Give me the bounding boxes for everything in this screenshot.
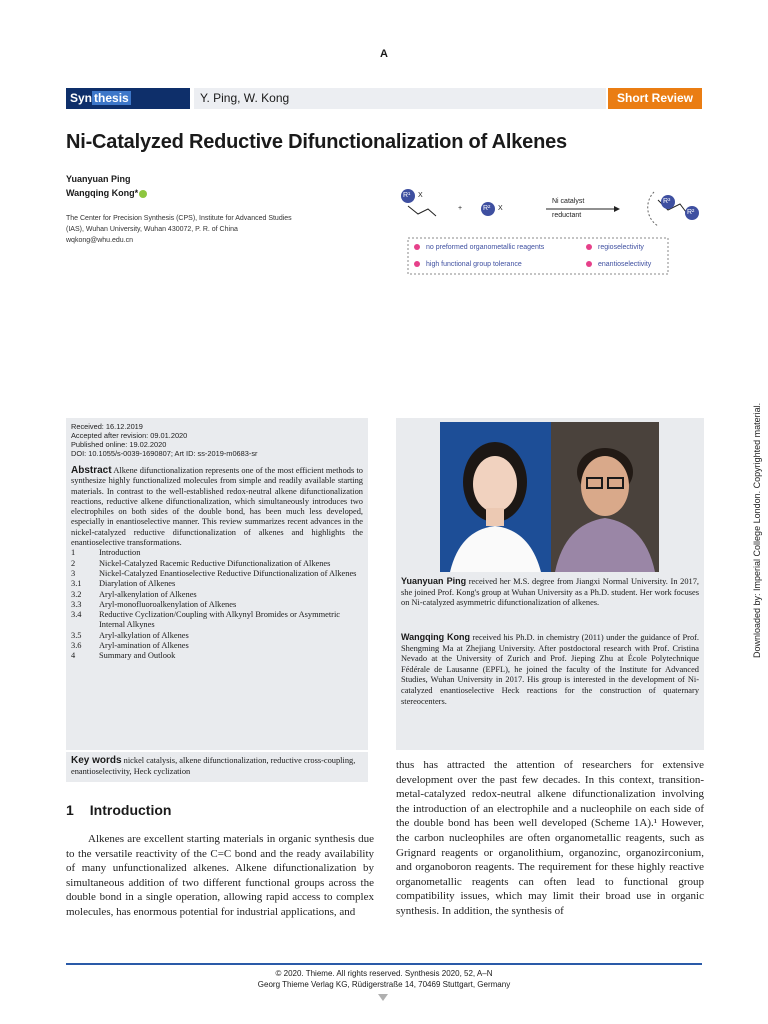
author-1: Yuanyuan Ping: [66, 174, 131, 184]
author-photo-1: [440, 422, 551, 572]
author-2: Wangqing Kong*: [66, 188, 147, 198]
toc-item[interactable]: 3.2 Aryl-alkenylation of Alkenes: [71, 589, 197, 599]
page-letter: A: [380, 48, 388, 60]
toc-item[interactable]: 3.1 Diarylation of Alkenes: [71, 579, 176, 589]
ring-arc: [648, 192, 658, 226]
portrait-graphic-2: [551, 422, 659, 572]
running-authors: Y. Ping, W. Kong: [194, 88, 606, 109]
journal-header: [66, 88, 702, 109]
keywords-box: [66, 752, 368, 782]
body-text-right: thus has attracted the attention of researchers for extensive development over the past few decades. In this context, transition-metal-catalyzed redox-neutral alkene difunctionalization involving the introduction of an electrophile and a nucleophile on each side of the double bond has been well developed (Scheme 1A).¹ However, the carbon nucleophiles are often organometallic reagents, such as Grignard reagents or organolithium, organozinc, organozirconium, and organoboron reagents. The requirement for these highly reactive organometallic reagents can often lead to functional group compatibility issues, which may limit their broad use in organic synthesis. In addition, the synthesis of: [396, 759, 704, 917]
page-footer: [0, 968, 768, 990]
bullet-icon: [586, 261, 592, 267]
author-bio-box: [396, 418, 704, 750]
r1-label: R¹: [403, 192, 411, 199]
download-note: Downloaded by: Imperial College London. Copyrighted material.: [752, 402, 762, 658]
reaction-arrow-head: [614, 206, 620, 212]
body-text-left: Alkenes are excellent starting materials in organic synthesis due to the versatile reactivity of the C=C bond and the ready availability of many unfunctionalized alkenes. Alkene difunctionalization by simultaneous addition of two different functional groups across the double bond in a single operation, allowing rapid access to complex molecules, has enormous potential for industrial applications, and: [66, 833, 374, 918]
bio-text: received her M.S. degree from Jiangxi Normal University. In 2017, she joined Prof. Kong's group at Wuhan University as a Ph.D. student. Her work focuses on Ni-catalyzed asymmetric difunctionalization of alkenes.: [401, 577, 700, 608]
bio-yuanyuan-ping: [401, 576, 699, 609]
author-photo-2: [551, 422, 659, 572]
bullet-icon: [414, 261, 420, 267]
bullet-icon: [586, 244, 592, 250]
bullet-icon: [414, 244, 420, 250]
toc-item[interactable]: 3 Nickel-Catalyzed Enantioselective Reductive Difunctionalization of Alkenes: [71, 568, 357, 578]
accepted-date: Accepted after revision: 09.01.2020: [71, 431, 188, 440]
author-email[interactable]: wqkong@whu.edu.cn: [66, 237, 134, 244]
publisher-line: Georg Thieme Verlag KG, Rüdigerstraße 14, 70469 Stuttgart, Germany: [257, 980, 511, 989]
article-type-badge: Short Review: [608, 88, 702, 109]
doi-line: DOI: 10.1055/s-0039-1690807; Art ID: ss-2019-m0683-sr: [71, 449, 258, 458]
r3-label: R³: [663, 198, 671, 205]
affiliation: [66, 213, 298, 246]
article-info-box: [66, 418, 368, 750]
x-label-1: X: [418, 192, 423, 199]
feature-item: no preformed organometallic reagents: [414, 244, 544, 251]
toc-item[interactable]: 3.5 Aryl-alkylation of Alkenes: [71, 630, 189, 640]
bio-wangqing-kong: [401, 632, 699, 707]
graphical-abstract-scheme: [396, 176, 708, 286]
toc-item[interactable]: 2 Nickel-Catalyzed Racemic Reductive Difunctionalization of Alkenes: [71, 558, 331, 568]
x-label-2: X: [498, 205, 503, 212]
journal-logo: Syn thesis: [66, 88, 190, 109]
table-of-contents: [71, 548, 363, 661]
keywords-text: nickel catalysis, alkene difunctionalization, reductive cross-coupling, enantioselectivity, Heck cyclization: [71, 756, 356, 776]
plus-sign: +: [458, 205, 463, 212]
r2-product-label: R²: [687, 209, 695, 216]
alkene-bond: [408, 206, 436, 216]
feature-item: enantioselectivity: [586, 261, 651, 268]
bio-name: Wangqing Kong: [401, 632, 471, 642]
abstract-label: Abstract: [71, 465, 112, 476]
feature-item: regioselectivity: [586, 244, 644, 251]
bio-name: Yuanyuan Ping: [401, 576, 467, 586]
orcid-icon[interactable]: [139, 190, 147, 198]
toc-item[interactable]: 3.6 Aryl-amination of Alkenes: [71, 641, 189, 651]
reaction-scheme-graphic: [396, 176, 708, 286]
bio-text: received his Ph.D. in chemistry (2011) under the guidance of Prof. Shengming Ma at Zhejiang University. After postdoctoral research with Prof. Cristina Nevado at the University of Zurich and Prof. Jieping Zhu at École Polytechnique Fédérale de Lausanne (EPFL), he joined the faculty of the Institute for Advanced Studies, Wuhan University in 2017. His group is interested in the development of Ni-catalyzed enantioselective Heck reactions for the construction of quaternary stereocenters.: [401, 633, 700, 706]
portrait-graphic-1: [440, 422, 551, 572]
article-title: Ni-Catalyzed Reductive Difunctionalization of Alkenes: [66, 131, 567, 153]
keywords-label: Key words: [71, 755, 122, 766]
section-heading: 1 Introduction: [66, 802, 172, 818]
affiliation-text: The Center for Precision Synthesis (CPS), Institute for Advanced Studies (IAS), Wuhan University, Wuhan 430072, P. R. of China: [66, 215, 292, 233]
abstract: [71, 466, 363, 548]
feature-item: high functional group tolerance: [414, 261, 522, 268]
toc-item[interactable]: 4 Summary and Outlook: [71, 651, 176, 661]
toc-item[interactable]: 1 Introduction: [71, 548, 141, 558]
reductant-label: reductant: [552, 212, 582, 219]
published-date: Published online: 19.02.2020: [71, 440, 167, 449]
r2-label: R²: [483, 205, 491, 212]
abstract-text: Alkene difunctionalization represents one of the most efficient methods to synthesize highly functionalized molecules from simple and readily available starting materials. In contrast to the well-established redox-neutral alkene difunctionalization reactions, reductive alkene difunctionalization, which simultaneously introduces two electrophiles on both sides of the double bond, has been much less developed, especially in enantioselective manner. This review summarizes recent advances in the nickel-catalyzed reductive difunctionalization of alkenes and highlights the enantioselective transformations.: [71, 466, 363, 548]
received-date: Received: 16.12.2019: [71, 422, 143, 431]
footer-rule: [66, 963, 702, 965]
catalyst-label: Ni catalyst: [552, 198, 585, 205]
copyright-line: © 2020. Thieme. All rights reserved. Synthesis 2020, 52, A–N: [275, 969, 493, 978]
toc-item[interactable]: 3.3 Aryl-monofluoroalkenylation of Alkenes: [71, 599, 237, 609]
toc-item[interactable]: 3.4 Reductive Cyclization/Coupling with Alkynyl Bromides or Asymmetric Internal Alkynes: [71, 610, 340, 630]
publication-dates: [71, 422, 363, 458]
next-page-arrow-icon[interactable]: [378, 994, 388, 1001]
